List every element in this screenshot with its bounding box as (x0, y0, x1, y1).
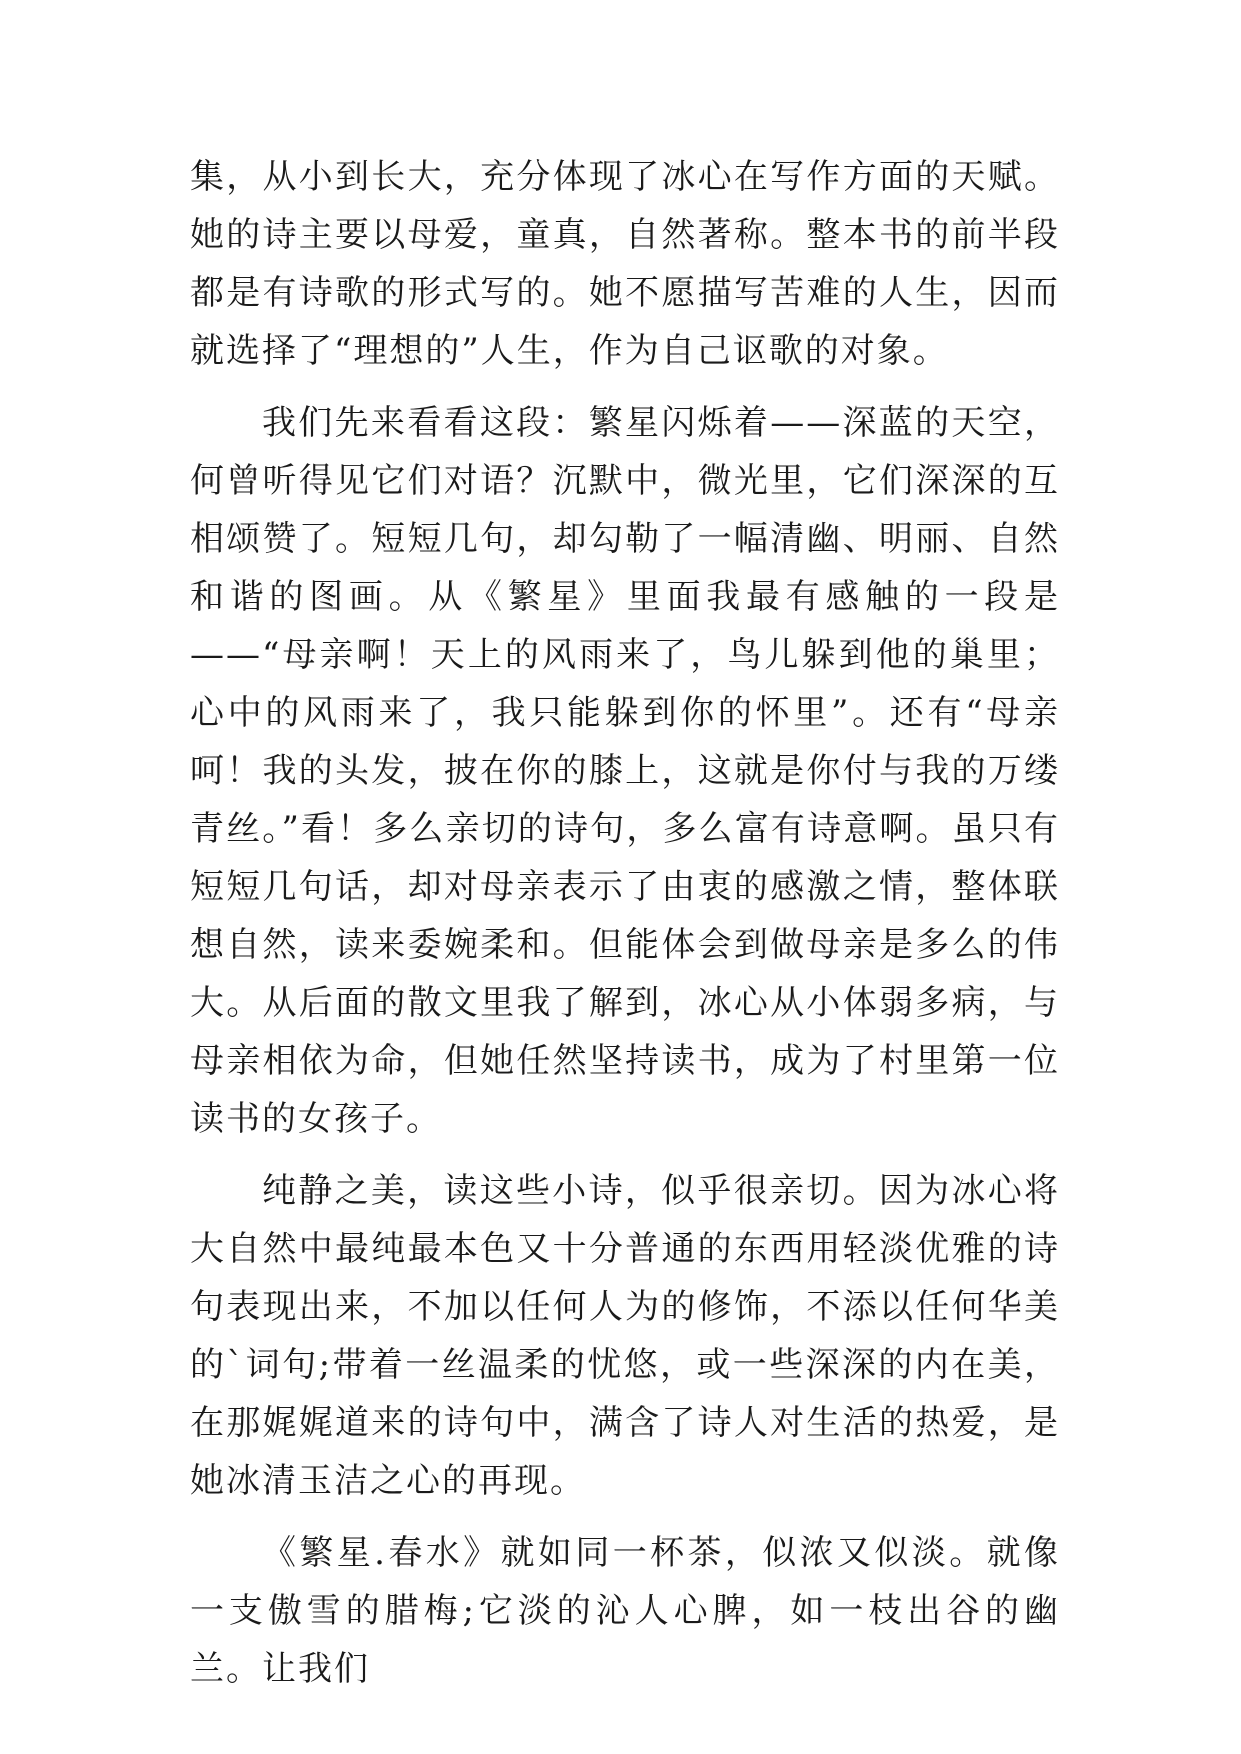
paragraph-2: 我们先来看看这段：繁星闪烁着——深蓝的天空，何曾听得见它们对语？沉默中，微光里，它们深深的互相颂赞了。短短几句，却勾勒了一幅清幽、明丽、自然和谐的图画。从《繁星》里面我最有感触的一段是——“母亲啊！天上的风雨来了，鸟儿躲到他的巢里；心中的风雨来了，我只能躲到你的怀里”。还有“母亲呵！我的头发，披在你的膝上，这就是你付与我的万缕青丝。”看！多么亲切的诗句，多么富有诗意啊。虽只有短短几句话，却对母亲表示了由衷的感激之情，整体联想自然，读来委婉柔和。但能体会到做母亲是多么的伟大。从后面的散文里我了解到，冰心从小体弱多病，与母亲相依为命，但她任然坚持读书，成为了村里第一位读书的女孩子。 (190, 403, 1060, 1139)
paragraph-1: 集，从小到长大，充分体现了冰心在写作方面的天赋。她的诗主要以母爱，童真，自然著称。整本书的前半段都是有诗歌的形式写的。她不愿描写苦难的人生，因而就选择了“理想的”人生，作为自己讴歌的对象。 (190, 157, 1060, 371)
paragraph-4: 《繁星.春水》就如同一杯茶，似浓又似淡。就像一支傲雪的腊梅;它淡的沁人心脾，如一枝出谷的幽兰。让我们 (190, 1533, 1060, 1689)
paragraph-3: 纯静之美，读这些小诗，似乎很亲切。因为冰心将大自然中最纯最本色又十分普通的东西用轻淡优雅的诗句表现出来，不加以任何人为的修饰，不添以任何华美的`词句;带着一丝温柔的忧悠，或一些深深的内在美，在那娓娓道来的诗句中，满含了诗人对生活的热爱，是她冰清玉洁之心的再现。 (190, 1171, 1060, 1501)
document-body (190, 148, 1060, 1698)
